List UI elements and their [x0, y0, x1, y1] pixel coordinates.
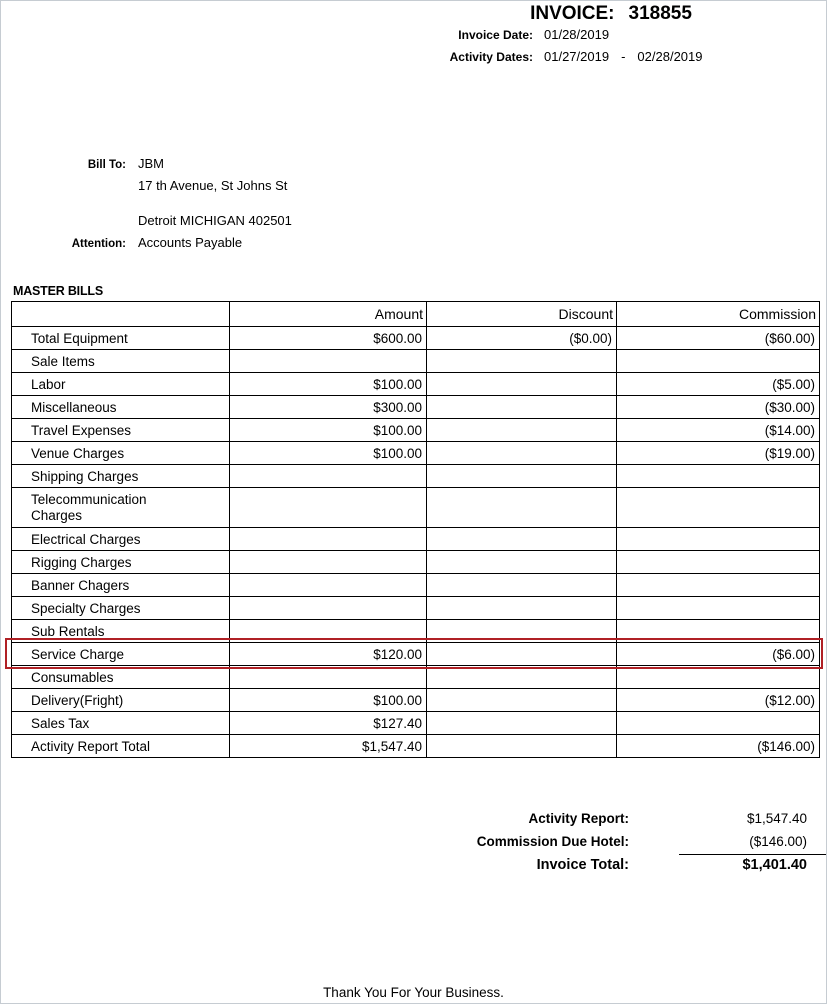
table-row [12, 442, 820, 465]
cell-discount [427, 643, 617, 666]
column-header-amount: Amount [230, 302, 427, 327]
table-row [12, 396, 820, 419]
summary-block [1, 811, 827, 880]
cell-label: Sub Rentals [12, 620, 230, 643]
table-row [12, 574, 820, 597]
bill-to-address-line1: 17 th Avenue, St Johns St [138, 178, 288, 193]
table-row [12, 373, 820, 396]
cell-label: Miscellaneous [12, 396, 230, 419]
attention-value: Accounts Payable [138, 235, 243, 250]
cell-discount [427, 666, 617, 689]
bill-to-row [1, 156, 292, 178]
cell-amount [230, 350, 427, 373]
cell-commission: ($5.00) [617, 373, 820, 396]
cell-label: Venue Charges [12, 442, 230, 465]
cell-label: Total Equipment [12, 327, 230, 350]
table-row [12, 465, 820, 488]
cell-amount [230, 465, 427, 488]
cell-discount [427, 735, 617, 758]
activity-dates-row [1, 49, 791, 64]
activity-report-value: $1,547.40 [746, 811, 807, 826]
date-range-separator: - [621, 49, 626, 64]
cell-commission [617, 350, 820, 373]
cell-commission [617, 597, 820, 620]
cell-amount [230, 528, 427, 551]
cell-discount [427, 488, 617, 528]
cell-amount [230, 488, 427, 528]
total-divider-rule [679, 854, 826, 855]
cell-discount [427, 574, 617, 597]
table-row [12, 419, 820, 442]
cell-commission [617, 666, 820, 689]
master-bills-table [11, 301, 820, 758]
invoice-date-value: 01/28/2019 [544, 27, 610, 42]
cell-commission: ($30.00) [617, 396, 820, 419]
activity-start-date: 01/27/2019 [544, 49, 610, 64]
table-row [12, 488, 820, 528]
cell-discount [427, 551, 617, 574]
bill-to-label: Bill To: [87, 159, 126, 171]
table-row [12, 597, 820, 620]
table-row [12, 327, 820, 350]
attention-row [1, 235, 292, 255]
cell-label: Labor [12, 373, 230, 396]
cell-commission [617, 551, 820, 574]
table-row [12, 528, 820, 551]
table-row [12, 620, 820, 643]
attention-label: Attention: [71, 238, 126, 250]
table-row-highlighted [12, 643, 820, 666]
cell-commission [617, 620, 820, 643]
cell-discount [427, 528, 617, 551]
cell-commission [617, 712, 820, 735]
activity-report-label: Activity Report: [528, 811, 629, 826]
address-row [1, 213, 292, 235]
activity-end-date: 02/28/2019 [637, 49, 703, 64]
cell-discount [427, 620, 617, 643]
cell-amount: $100.00 [230, 419, 427, 442]
column-header-item [12, 302, 230, 327]
cell-label: Delivery(Fright) [12, 689, 230, 712]
cell-commission: ($6.00) [617, 643, 820, 666]
cell-label: Sale Items [12, 350, 230, 373]
table-row [12, 689, 820, 712]
column-header-discount: Discount [427, 302, 617, 327]
master-bills-body [12, 327, 820, 758]
table-row [12, 712, 820, 735]
summary-row-activity-report [1, 811, 827, 827]
cell-label: Shipping Charges [12, 465, 230, 488]
column-header-commission: Commission [617, 302, 820, 327]
cell-amount: $100.00 [230, 442, 427, 465]
cell-amount: $100.00 [230, 689, 427, 712]
cell-discount [427, 442, 617, 465]
cell-commission: ($60.00) [617, 327, 820, 350]
bill-to-address-line2: Detroit MICHIGAN 402501 [138, 213, 292, 228]
cell-label: Service Charge [12, 643, 230, 666]
cell-label: Sales Tax [12, 712, 230, 735]
cell-amount: $120.00 [230, 643, 427, 666]
cell-discount [427, 689, 617, 712]
cell-amount: $127.40 [230, 712, 427, 735]
cell-discount [427, 465, 617, 488]
cell-label: Activity Report Total [12, 735, 230, 758]
summary-row-invoice-total [1, 857, 827, 873]
cell-amount [230, 620, 427, 643]
cell-commission [617, 574, 820, 597]
page-title [394, 3, 827, 25]
cell-amount: $300.00 [230, 396, 427, 419]
cell-amount [230, 551, 427, 574]
cell-label: Electrical Charges [12, 528, 230, 551]
cell-amount [230, 574, 427, 597]
cell-amount [230, 666, 427, 689]
cell-commission: ($19.00) [617, 442, 820, 465]
cell-discount [427, 712, 617, 735]
address-row [1, 178, 292, 200]
invoice-title-label: INVOICE: [530, 3, 615, 24]
address-spacer [1, 200, 292, 213]
cell-discount [427, 597, 617, 620]
master-bills-title: MASTER BILLS [13, 284, 103, 298]
invoice-total-value: $1,401.40 [742, 857, 807, 873]
invoice-total-label: Invoice Total: [536, 857, 629, 873]
bill-to-name: JBM [138, 156, 164, 171]
cell-label: Specialty Charges [12, 597, 230, 620]
cell-label: Rigging Charges [12, 551, 230, 574]
cell-commission [617, 528, 820, 551]
table-row [12, 350, 820, 373]
bill-to-block [1, 156, 292, 255]
cell-commission [617, 465, 820, 488]
cell-commission: ($12.00) [617, 689, 820, 712]
commission-due-value: ($146.00) [749, 834, 807, 849]
cell-amount: $600.00 [230, 327, 427, 350]
cell-label: Consumables [12, 666, 230, 689]
activity-dates-label: Activity Dates: [449, 50, 533, 64]
table-row [12, 666, 820, 689]
cell-amount: $100.00 [230, 373, 427, 396]
cell-discount [427, 350, 617, 373]
cell-commission: ($146.00) [617, 735, 820, 758]
footer-message: Thank You For Your Business. [323, 985, 504, 1000]
cell-amount [230, 597, 427, 620]
summary-row-commission-due [1, 834, 827, 850]
cell-label: Telecommunication Charges [12, 488, 230, 528]
cell-discount [427, 396, 617, 419]
cell-discount: ($0.00) [427, 327, 617, 350]
table-header-row [12, 302, 820, 327]
table-row [12, 735, 820, 758]
cell-discount [427, 419, 617, 442]
cell-label: Travel Expenses [12, 419, 230, 442]
invoice-number: 318855 [628, 3, 692, 24]
commission-due-label: Commission Due Hotel: [476, 834, 629, 849]
invoice-date-row [1, 27, 791, 42]
cell-commission: ($14.00) [617, 419, 820, 442]
cell-amount: $1,547.40 [230, 735, 427, 758]
cell-discount [427, 373, 617, 396]
invoice-date-label: Invoice Date: [458, 28, 533, 42]
cell-label: Banner Chagers [12, 574, 230, 597]
cell-commission [617, 488, 820, 528]
table-row [12, 551, 820, 574]
